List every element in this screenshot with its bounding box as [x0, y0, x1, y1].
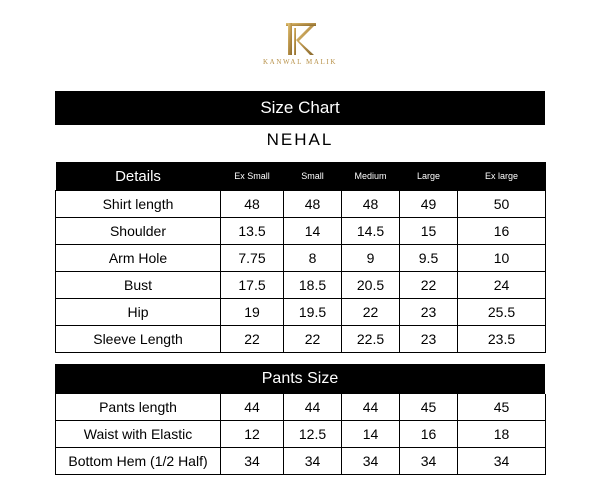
cell: 22 — [221, 326, 284, 353]
table-row — [56, 421, 546, 448]
row-label: Waist with Elastic — [56, 421, 221, 448]
cell: 18 — [458, 421, 546, 448]
header-ex-large: Ex large — [458, 162, 546, 191]
cell: 19.5 — [284, 299, 342, 326]
cell: 49 — [400, 191, 458, 218]
cell: 34 — [342, 448, 400, 475]
cell: 22 — [284, 326, 342, 353]
cell: 45 — [458, 394, 546, 421]
table-row — [56, 394, 546, 421]
cell: 12.5 — [284, 421, 342, 448]
row-label: Bottom Hem (1/2 Half) — [56, 448, 221, 475]
table-row — [56, 299, 546, 326]
size-chart-title: Size Chart — [55, 91, 545, 125]
table-row — [56, 245, 546, 272]
cell: 34 — [400, 448, 458, 475]
cell: 22.5 — [342, 326, 400, 353]
cell: 25.5 — [458, 299, 546, 326]
row-label: Pants length — [56, 394, 221, 421]
cell: 34 — [284, 448, 342, 475]
header-details: Details — [56, 162, 221, 191]
cell: 24 — [458, 272, 546, 299]
cell: 12 — [221, 421, 284, 448]
table-row — [56, 218, 546, 245]
cell: 44 — [342, 394, 400, 421]
cell: 16 — [458, 218, 546, 245]
cell: 23 — [400, 326, 458, 353]
cell: 9 — [342, 245, 400, 272]
cell: 23 — [400, 299, 458, 326]
row-label: Bust — [56, 272, 221, 299]
header-large: Large — [400, 162, 458, 191]
cell: 34 — [458, 448, 546, 475]
row-label: Sleeve Length — [56, 326, 221, 353]
pants-table — [55, 394, 546, 475]
cell: 23.5 — [458, 326, 546, 353]
cell: 22 — [400, 272, 458, 299]
brand-name: KANWAL MALIK — [263, 58, 337, 66]
cell: 17.5 — [221, 272, 284, 299]
row-label: Arm Hole — [56, 245, 221, 272]
cell: 14 — [284, 218, 342, 245]
row-label: Shoulder — [56, 218, 221, 245]
row-label: Hip — [56, 299, 221, 326]
header-small: Small — [284, 162, 342, 191]
row-label: Shirt length — [56, 191, 221, 218]
cell: 34 — [221, 448, 284, 475]
cell: 50 — [458, 191, 546, 218]
cell: 44 — [221, 394, 284, 421]
table-row — [56, 448, 546, 475]
cell: 18.5 — [284, 272, 342, 299]
cell: 8 — [284, 245, 342, 272]
cell: 9.5 — [400, 245, 458, 272]
table-row — [56, 191, 546, 218]
cell: 13.5 — [221, 218, 284, 245]
cell: 14 — [342, 421, 400, 448]
cell: 10 — [458, 245, 546, 272]
cell: 14.5 — [342, 218, 400, 245]
cell: 22 — [342, 299, 400, 326]
header-ex-small: Ex Small — [221, 162, 284, 191]
cell: 15 — [400, 218, 458, 245]
cell: 44 — [284, 394, 342, 421]
brand-logo — [282, 20, 320, 58]
header-medium: Medium — [342, 162, 400, 191]
cell: 7.75 — [221, 245, 284, 272]
cell: 48 — [342, 191, 400, 218]
cell: 48 — [284, 191, 342, 218]
cell: 20.5 — [342, 272, 400, 299]
table-row — [56, 326, 546, 353]
collection-name: NEHAL — [266, 130, 334, 149]
cell: 19 — [221, 299, 284, 326]
pants-size-title: Pants Size — [55, 364, 545, 394]
cell: 16 — [400, 421, 458, 448]
size-table-header — [56, 162, 546, 191]
size-table — [55, 162, 546, 353]
cell: 45 — [400, 394, 458, 421]
table-row — [56, 272, 546, 299]
cell: 48 — [221, 191, 284, 218]
